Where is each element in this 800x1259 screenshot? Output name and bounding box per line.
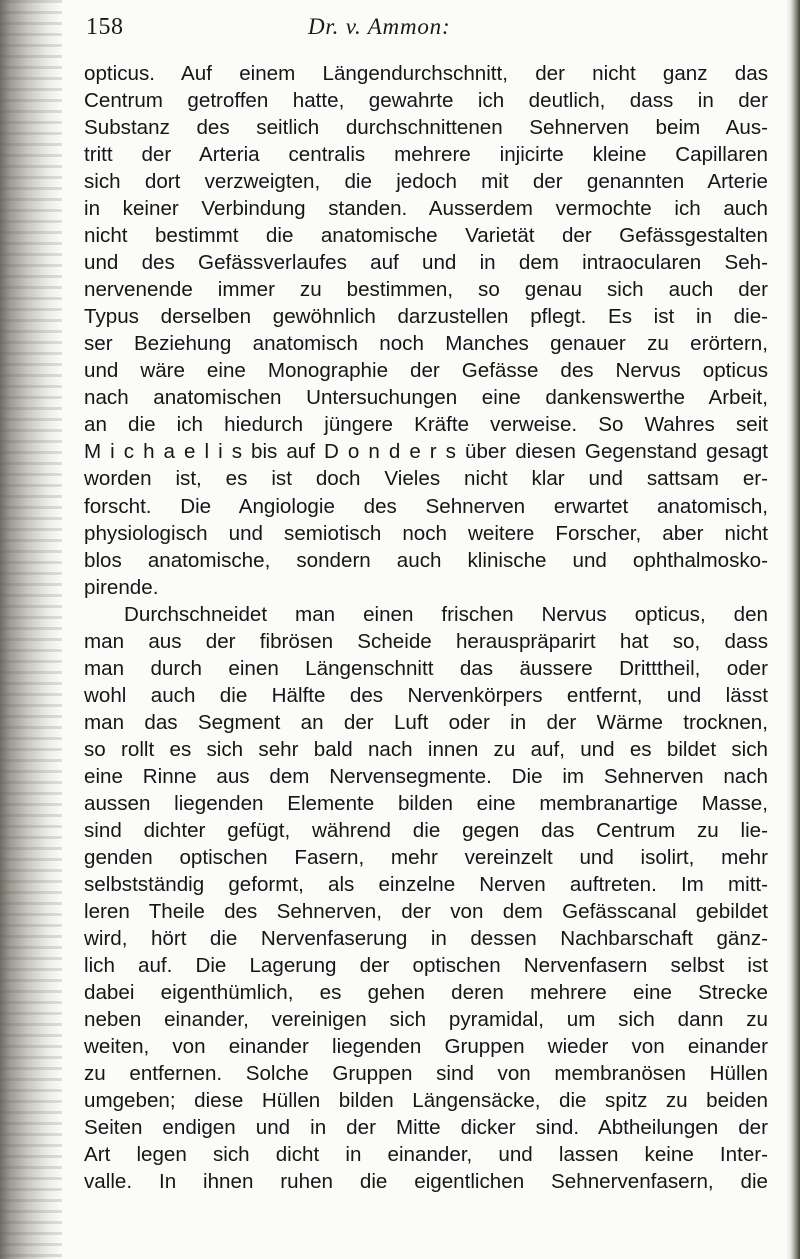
text-line: man aus der fibrösen Scheide herauspräparirt hat so, dass [84,629,768,653]
text-line: sind dichter gefügt, während die gegen das Centrum zu lie- [84,818,768,842]
text-line: und wäre eine Monographie der Gefässe des Nervus opticus [84,359,768,383]
text-line: opticus. Auf einem Längendurchschnitt, der nicht ganz das [84,62,768,85]
text-line: zu entfernen. Solche Gruppen sind von membranösen Hüllen [84,1062,768,1086]
text-line: eine Rinne aus dem Nervensegmente. Die im Sehnerven nach [84,764,768,788]
text-line: genden optischen Fasern, mehr vereinzelt und isolirt, mehr [84,845,768,869]
text-line: worden ist, es ist doch Vieles nicht klar und sattsam er- [84,467,768,491]
text-line: lich auf. Die Lagerung der optischen Nervenfasern selbst ist [84,954,768,978]
text-line: selbstständig geformt, als einzelne Nerven auftreten. Im mitt- [84,872,768,896]
text-line: wohl auch die Hälfte des Nervenkörpers entfernt, und lässt [84,683,768,707]
text-line: nach anatomischen Untersuchungen eine dankenswerthe Arbeit, [84,386,768,410]
text-line: blos anatomische, sondern auch klinische und ophthalmosko- [84,548,768,572]
text-line: M i c h a e l i s bis auf D o n d e r s über diesen Gegenstand gesagt [84,440,768,464]
text-line: physiologisch und semiotisch noch weitere Forscher, aber nicht [84,521,768,545]
text-line: tritt der Arteria centralis mehrere injicirte kleine Capillaren [84,143,768,167]
text-line: pirende. [84,575,159,599]
running-head: Dr. v. Ammon: [308,14,451,39]
body-text [84,60,768,1195]
text-line: Durchschneidet man einen frischen Nervus opticus, den [124,602,768,626]
text-line: umgeben; diese Hüllen bilden Längensäcke, die spitz zu beiden [84,1089,768,1113]
text-line: in keiner Verbindung standen. Ausserdem vermochte ich auch [84,197,768,221]
text-line: dabei eigenthümlich, es gehen deren mehrere eine Strecke [84,981,768,1005]
text-line: ser Beziehung anatomisch noch Manches genauer zu erörtern, [84,332,768,356]
text-line: Typus derselben gewöhnlich darzustellen pflegt. Es ist in die- [84,305,768,329]
page-header [86,14,766,54]
text-line: neben einander, vereinigen sich pyramidal, um sich dann zu [84,1008,768,1032]
binding-gutter [0,0,62,1259]
page-edge [786,0,800,1259]
text-line: wird, hört die Nervenfaserung in dessen Nachbarschaft gänz- [84,927,768,950]
text-line: weiten, von einander liegenden Gruppen wieder von einander [84,1035,768,1059]
text-line: leren Theile des Sehnerven, der von dem Gefässcanal gebildet [84,899,768,923]
text-line: man das Segment an der Luft oder in der Wärme trocknen, [84,710,768,734]
text-line: forscht. Die Angiologie des Sehnerven erwartet anatomisch, [84,494,768,518]
text-line: so rollt es sich sehr bald nach innen zu auf, und es bildet sich [84,737,768,761]
text-line: Seiten endigen und in der Mitte dicker sind. Abtheilungen der [84,1116,768,1140]
text-line: aussen liegenden Elemente bilden eine membranartige Masse, [84,791,768,815]
text-line: Substanz des seitlich durchschnittenen Sehnerven beim Aus- [84,116,768,140]
text-line: sich dort verzweigten, die jedoch mit der genannten Arterie [84,170,768,194]
text-line: Art legen sich dicht in einander, und lassen keine Inter- [84,1143,768,1167]
text-line: nervenende immer zu bestimmen, so genau sich auch der [84,278,768,302]
text-line: man durch einen Längenschnitt das äussere Dritttheil, oder [84,656,768,680]
page-number: 158 [86,14,124,40]
text-line: und des Gefässverlaufes auf und in dem intraocularen Seh- [84,251,768,275]
text-line: nicht bestimmt die anatomische Varietät der Gefässgestalten [84,224,768,248]
text-line: an die ich hiedurch jüngere Kräfte verweise. So Wahres seit [84,413,768,437]
text-line: Centrum getroffen hatte, gewahrte ich deutlich, dass in der [84,89,768,113]
text-line: valle. In ihnen ruhen die eigentlichen Sehnervenfasern, die [84,1170,768,1194]
